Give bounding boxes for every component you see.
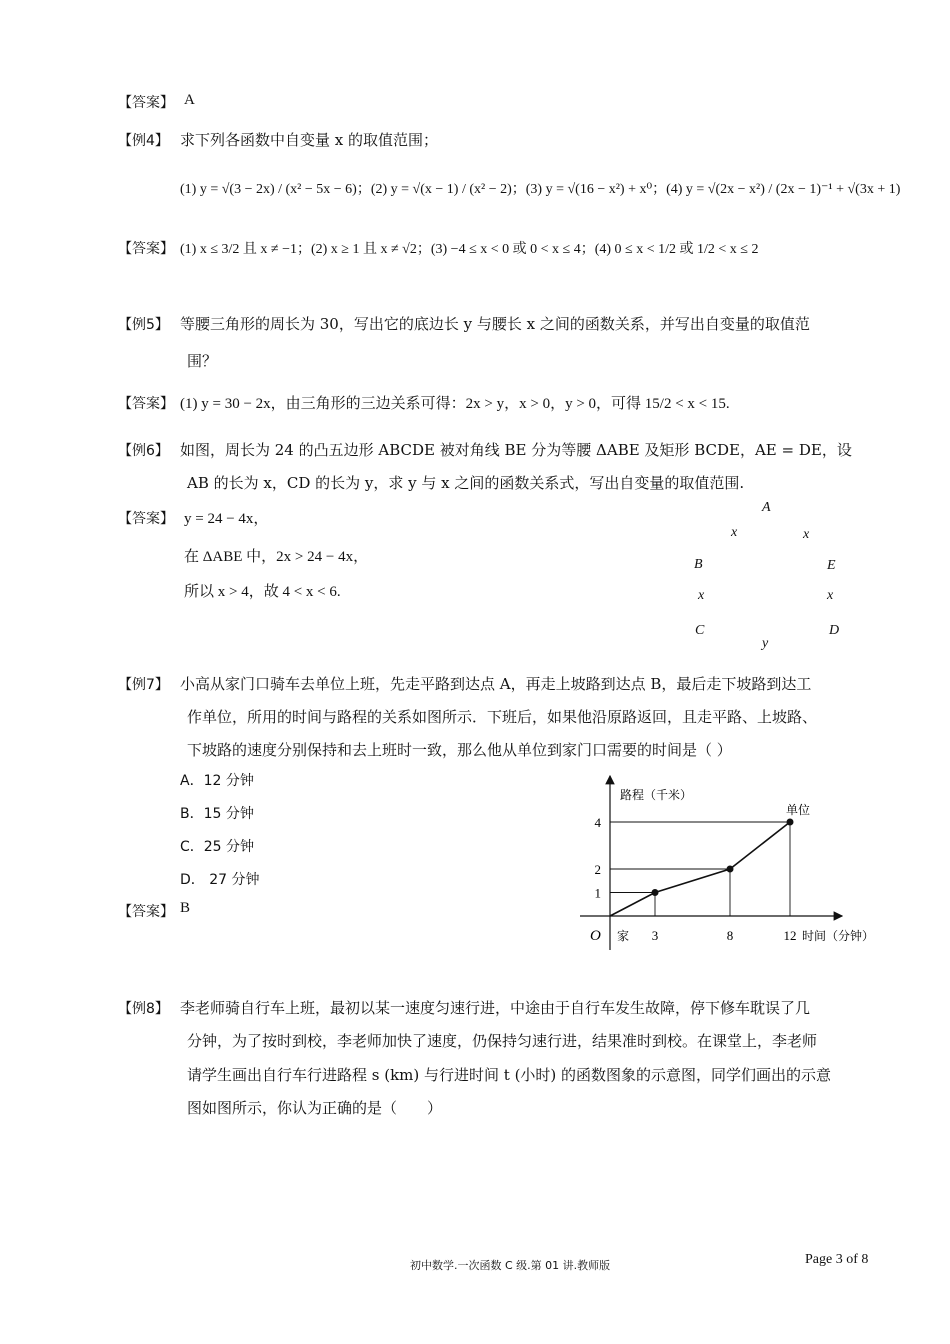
side-label-x: x bbox=[731, 525, 738, 540]
example-question: 围？ bbox=[187, 352, 218, 370]
answer-tag: 【答案】 bbox=[118, 241, 174, 257]
end-label: 单位 bbox=[786, 803, 811, 817]
option-b: B．15 分钟 bbox=[180, 806, 254, 822]
data-point bbox=[652, 889, 659, 896]
vertex-label-e: E bbox=[827, 558, 836, 573]
distance-time-chart bbox=[570, 768, 890, 958]
vertex-label-d: D bbox=[829, 623, 840, 638]
x-tick-label: 3 bbox=[651, 928, 659, 943]
option-c: C．25 分钟 bbox=[180, 839, 255, 855]
origin-label: O bbox=[590, 928, 601, 944]
option-d: D． 27 分钟 bbox=[180, 872, 260, 888]
answer-line: 所以 x > 4，故 4 < x < 6. bbox=[184, 584, 341, 600]
vertex-label-a: A bbox=[762, 500, 771, 515]
side-label-x: x bbox=[803, 527, 810, 542]
answer-tag: 【答案】 bbox=[118, 396, 174, 412]
y-tick-label: 4 bbox=[594, 815, 601, 830]
side-label-x: x bbox=[827, 588, 834, 603]
answer-line: y = 24 − 4x， bbox=[184, 511, 269, 527]
example-tag: 【例6】 bbox=[118, 443, 169, 459]
option-a: A．12 分钟 bbox=[180, 773, 254, 789]
data-point bbox=[727, 866, 734, 873]
answer-line: 在 ΔABE 中，2x > 24 − 4x， bbox=[184, 549, 369, 565]
x-axis-title: 时间（分钟） bbox=[802, 929, 875, 943]
y-tick-label: 2 bbox=[594, 862, 601, 877]
example-tag: 【例7】 bbox=[118, 677, 169, 693]
answer-text: A bbox=[184, 92, 195, 108]
answer-text: (1) y = 30 − 2x，由三角形的三边关系可得：2x > y，x > 0，y > 0，可得 15/2 < x < 15. bbox=[180, 396, 730, 412]
x-tick-label: 8 bbox=[726, 928, 734, 943]
page-number: Page 3 of 8 bbox=[805, 1252, 869, 1267]
footer-title: 初中数学.一次函数 C 级.第 01 讲.教师版 bbox=[410, 1259, 611, 1272]
example-tag: 【例4】 bbox=[118, 133, 169, 149]
example-question: 如图，周长为 24 的凸五边形 ABCDE 被对角线 BE 分为等腰 ΔABE 及矩形 BCDE，AE = DE，设 bbox=[180, 441, 852, 459]
answer-text: B bbox=[180, 900, 191, 916]
data-point bbox=[787, 819, 794, 826]
answer-tag: 【答案】 bbox=[118, 95, 174, 111]
example-question: 请学生画出自行车行进路程 s (km) 与行进时间 t (小时) 的函数图象的示意图，同学们画出的示意 bbox=[187, 1066, 832, 1084]
example-question: 作单位，所用的时间与路程的关系如图所示．下班后，如果他沿原路返回，且走平路、上坡路、 bbox=[187, 708, 818, 726]
side-label-y: y bbox=[762, 636, 769, 651]
example-question: 下坡路的速度分别保持和去上班时一致，那么他从单位到家门口需要的时间是（ ） bbox=[187, 741, 732, 759]
x-tick-label: 12 bbox=[783, 928, 797, 943]
example-question: AB 的长为 x，CD 的长为 y，求 y 与 x 之间的函数关系式，写出自变量的取值范围. bbox=[187, 474, 745, 492]
y-tick-label: 1 bbox=[594, 885, 601, 901]
side-label-x: x bbox=[698, 588, 705, 603]
example-question: 图如图所示，你认为正确的是（ ） bbox=[187, 1099, 443, 1117]
start-label: 家 bbox=[617, 929, 630, 943]
example-question: 小高从家门口骑车去单位上班，先走平路到达点 A，再走上坡路到达点 B，最后走下坡路到达工 bbox=[180, 675, 812, 693]
example-question: 分钟，为了按时到校，李老师加快了速度，仍保持匀速行进，结果准时到校。在课堂上，李老师 bbox=[187, 1032, 818, 1050]
vertex-label-b: B bbox=[694, 557, 703, 572]
example-question: 李老师骑自行车上班，最初以某一速度匀速行进，中途由于自行车发生故障，停下修车耽误了几 bbox=[180, 999, 811, 1017]
example-tag: 【例8】 bbox=[118, 1001, 169, 1017]
example-tag: 【例5】 bbox=[118, 317, 169, 333]
y-axis-title: 路程（千米） bbox=[620, 788, 693, 802]
vertex-label-c: C bbox=[695, 623, 705, 638]
answer-tag: 【答案】 bbox=[118, 904, 174, 920]
example-question: 求下列各函数中自变量 x 的取值范围； bbox=[180, 131, 438, 149]
answer-text: (1) x ≤ 3/2 且 x ≠ −1；(2) x ≥ 1 且 x ≠ √2；(3) −4 ≤ x < 0 或 0 < x ≤ 4；(4) 0 ≤ x < 1/2 或 1/2 < x ≤ 2 bbox=[180, 242, 759, 257]
answer-tag: 【答案】 bbox=[118, 511, 174, 527]
example-question: 等腰三角形的周长为 30，写出它的底边长 y 与腰长 x 之间的函数关系，并写出自变量的取值范 bbox=[180, 315, 810, 333]
example-formulas: (1) y = √(3 − 2x) / (x² − 5x − 6)；(2) y = √(x − 1) / (x² − 2)；(3) y = √(16 − x²) + x⁰；(4) y = √(2x − x²) / (2x − 1)⁻¹ + √(3x + 1) bbox=[180, 182, 901, 197]
